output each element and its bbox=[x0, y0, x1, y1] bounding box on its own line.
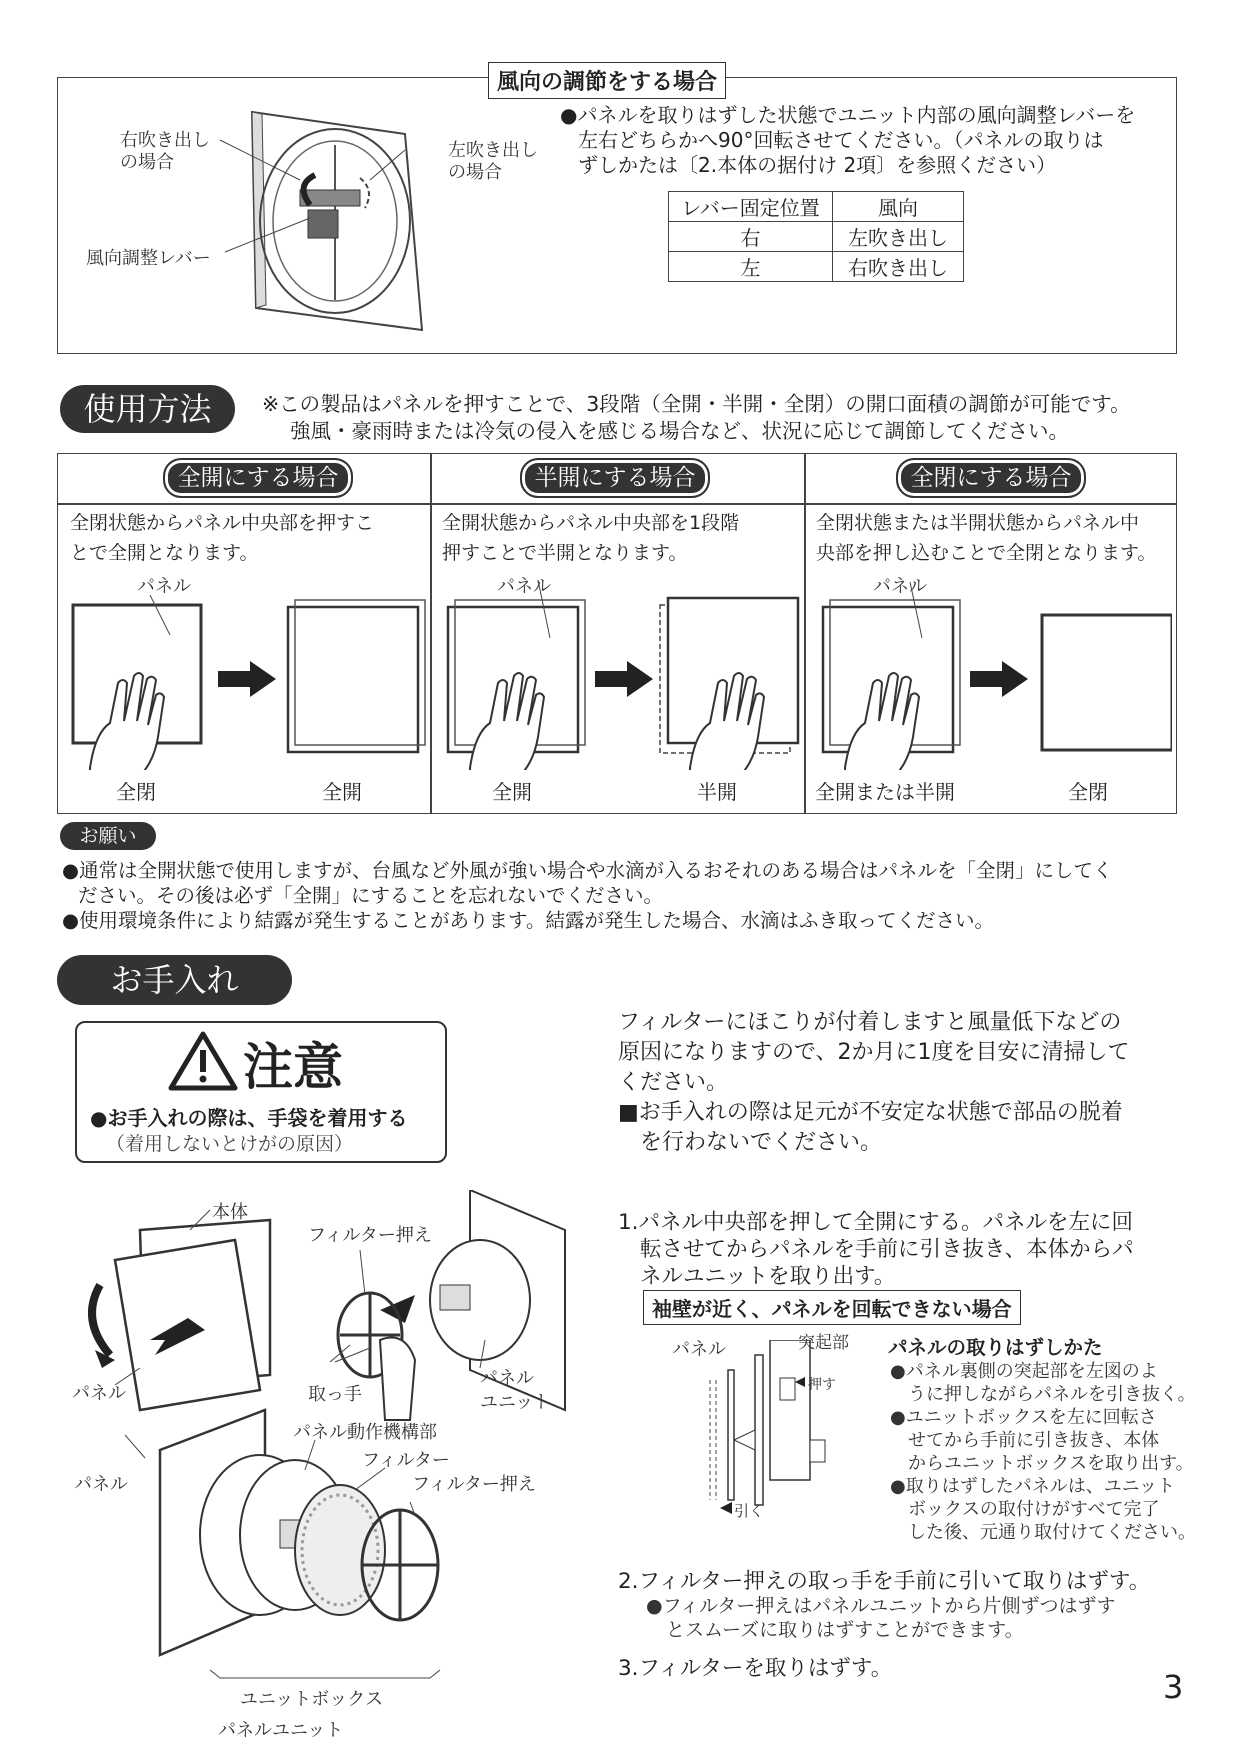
usage-illustrations bbox=[60, 560, 1172, 770]
label-lever: 風向調整レバー bbox=[86, 248, 211, 269]
removal-title: パネルの取りはずしかた bbox=[888, 1336, 1103, 1359]
col1-text: 全閉状態からパネル中央部を押すこ とで全開となります。 bbox=[70, 512, 375, 564]
panel-label: パネル bbox=[497, 576, 551, 597]
label-filter-osae: フィルター押え bbox=[308, 1225, 432, 1246]
small-label-protrusion: 突起部 bbox=[798, 1333, 849, 1353]
panel-label: パネル bbox=[873, 576, 927, 597]
header-full-close: 全閉にする場合 bbox=[896, 458, 1086, 498]
col3-text: 全閉状態または半開状態からパネル中 央部を押し込むことで全閉となります。 bbox=[816, 512, 1157, 564]
small-label-panel: パネル bbox=[672, 1339, 726, 1360]
header-half-open: 半開にする場合 bbox=[520, 458, 710, 498]
table-cell: 左吹き出し bbox=[833, 222, 964, 252]
request-item-2: ●使用環境条件により結露が発生することがあります。結露が発生した場合、水滴はふき取ってください。 bbox=[62, 909, 994, 932]
warning-icon bbox=[168, 1030, 238, 1092]
request-title: お願い bbox=[60, 822, 156, 850]
table-cell: 右 bbox=[669, 222, 833, 252]
wind-text-3: ずしかたは〔2.本体の据付け 2項〕を参照ください） bbox=[578, 153, 1057, 177]
label-hontai: 本体 bbox=[212, 1202, 248, 1223]
wind-text-1: ●パネルを取りはずした状態でユニット内部の風向調整レバーを bbox=[560, 103, 1136, 127]
page-number: 3 bbox=[1163, 1668, 1184, 1706]
grid-divider bbox=[57, 503, 1177, 505]
wind-direction-title: 風向の調節をする場合 bbox=[488, 62, 726, 99]
state-label: 全閉 bbox=[116, 780, 156, 804]
step-1: 1.パネル中央部を押して全開にする。パネルを左に回 転させてからパネルを手前に引き抜き、本体からパ ネルユニットを取り出す。 bbox=[618, 1210, 1134, 1289]
caution-text: ●お手入れの際は、手袋を着用する bbox=[90, 1106, 408, 1130]
label-totte: 取っ手 bbox=[308, 1384, 362, 1405]
state-label: 全閉 bbox=[1068, 780, 1108, 804]
state-label: 半開 bbox=[697, 780, 737, 804]
state-label: 全開または半開 bbox=[815, 780, 955, 804]
sub-title: 袖壁が近く、パネルを回転できない場合 bbox=[643, 1290, 1021, 1325]
label-panel-unit-2: パネルユニット bbox=[218, 1720, 344, 1741]
label-left-blow: 左吹き出し の場合 bbox=[448, 140, 538, 183]
small-label-push: 押す bbox=[808, 1377, 836, 1393]
lever-table bbox=[668, 191, 964, 282]
step-2-note: ●フィルター押えはパネルユニットから片側ずつはずす とスムーズに取りはずすことができます。 bbox=[646, 1595, 1116, 1641]
small-label-pull: 引く bbox=[734, 1502, 765, 1520]
label-panel-2: パネル bbox=[74, 1474, 128, 1495]
label-filter-osae-2: フィルター押え bbox=[412, 1474, 536, 1495]
label-panel-unit: パネル ユニット bbox=[480, 1368, 552, 1413]
table-header: 風向 bbox=[833, 192, 964, 222]
label-unit-box: ユニットボックス bbox=[240, 1689, 384, 1710]
panel-label: パネル bbox=[137, 576, 191, 597]
table-header: レバー固定位置 bbox=[669, 192, 833, 222]
caution-sub: （着用しないとけがの原因） bbox=[106, 1133, 354, 1155]
request-item-1b: ださい。その後は必ず「全開」にすることを忘れないでください。 bbox=[78, 884, 664, 907]
label-right-blow: 右吹き出し の場合 bbox=[120, 130, 210, 173]
label-panel-mechanism: パネル動作機構部 bbox=[293, 1422, 437, 1443]
step-3: 3.フィルターを取りはずす。 bbox=[618, 1656, 893, 1681]
removal-steps: ●パネル裏側の突起部を左図のよ うに押しながらパネルを引き抜く。 ●ユニットボックスを左に回転さ せてから手前に引き抜き、本体 からユニットボックスを取り出す。 ●取りはずしたパネルは、ユニット ボックスの取付けがすべて完了 した後、元通り取付けてください。 bbox=[890, 1361, 1196, 1543]
state-label: 全開 bbox=[322, 780, 362, 804]
caution-title: 注意 bbox=[243, 1038, 343, 1096]
care-title: お手入れ bbox=[57, 955, 292, 1005]
table-cell: 右吹き出し bbox=[833, 252, 964, 282]
state-label: 全開 bbox=[492, 780, 532, 804]
panel-removal-diagram bbox=[700, 1340, 870, 1520]
usage-note-2: 強風・豪雨時または冷気の侵入を感じる場合など、状況に応じて調節してください。 bbox=[290, 419, 1069, 443]
care-intro: フィルターにほこりが付着しますと風量低下などの 原因になりますので、2か月に1度を目安に清掃して ください。 ■お手入れの際は足元が不安定な状態で部品の脱着 を行わないでください。 bbox=[618, 1010, 1130, 1155]
header-full-open: 全開にする場合 bbox=[163, 458, 353, 498]
col2-text: 全開状態からパネル中央部を1段階 押すことで半開となります。 bbox=[442, 512, 740, 564]
usage-note-1: ※この製品はパネルを押すことで、3段階（全開・半開・全閉）の開口面積の調節が可能です。 bbox=[262, 392, 1131, 416]
request-item-1: ●通常は全開状態で使用しますが、台風など外風が強い場合や水滴が入るおそれのある場合はパネルを「全閉」にしてく bbox=[62, 859, 1113, 882]
step-2: 2.フィルター押えの取っ手を手前に引いて取りはずす。 bbox=[618, 1569, 1151, 1594]
usage-title: 使用方法 bbox=[60, 385, 235, 433]
wind-text-2: 左右どちらかへ90°回転させてください。（パネルの取りは bbox=[578, 128, 1104, 152]
label-panel: パネル bbox=[72, 1383, 126, 1404]
label-filter: フィルター bbox=[362, 1450, 450, 1471]
table-cell: 左 bbox=[669, 252, 833, 282]
